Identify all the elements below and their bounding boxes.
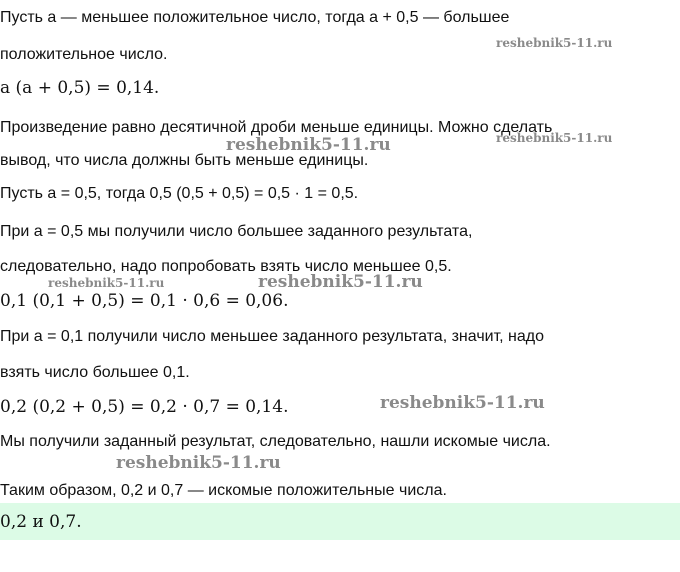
watermark: reshebnik5-11.ru — [226, 135, 391, 155]
text-line-11: Таким образом, 0,2 и 0,7 — искомые положительные числа. — [0, 482, 447, 499]
formula-line-2: 0,1 (0,1 + 0,5) = 0,1 · 0,6 = 0,06. — [0, 291, 289, 311]
watermark: reshebnik5-11.ru — [380, 393, 545, 413]
answer-box — [0, 503, 680, 540]
text-line-6: При a = 0,5 мы получили число большее заданного результата, — [0, 223, 473, 240]
text-line-8: При a = 0,1 получили число меньшее заданного результата, значит, надо — [0, 328, 544, 345]
formula-line-3: 0,2 (0,2 + 0,5) = 0,2 · 0,7 = 0,14. — [0, 397, 289, 417]
text-line-2: положительное число. — [0, 46, 168, 63]
text-line-4: вывод, что числа должны быть меньше единицы. — [0, 152, 369, 169]
text-line-10: Мы получили заданный результат, следовательно, нашли искомые числа. — [0, 433, 551, 450]
formula-line-1: a (a + 0,5) = 0,14. — [0, 78, 160, 98]
watermark: reshebnik5-11.ru — [496, 36, 613, 50]
text-line-3: Произведение равно десятичной дроби меньше единицы. Можно сделать — [0, 119, 553, 136]
text-line-7: следовательно, надо попробовать взять число меньшее 0,5. — [0, 258, 452, 275]
answer-text: 0,2 и 0,7. — [0, 512, 82, 532]
text-line-9: взять число большее 0,1. — [0, 364, 190, 381]
watermark: reshebnik5-11.ru — [258, 272, 423, 292]
watermark: reshebnik5-11.ru — [48, 276, 165, 290]
text-line-5: Пусть a = 0,5, тогда 0,5 (0,5 + 0,5) = 0,5 · 1 = 0,5. — [0, 185, 359, 202]
watermark: reshebnik5-11.ru — [116, 453, 281, 473]
text-line-1: Пусть a — меньшее положительное число, тогда a + 0,5 — большее — [0, 9, 510, 26]
watermark: reshebnik5-11.ru — [496, 131, 613, 145]
